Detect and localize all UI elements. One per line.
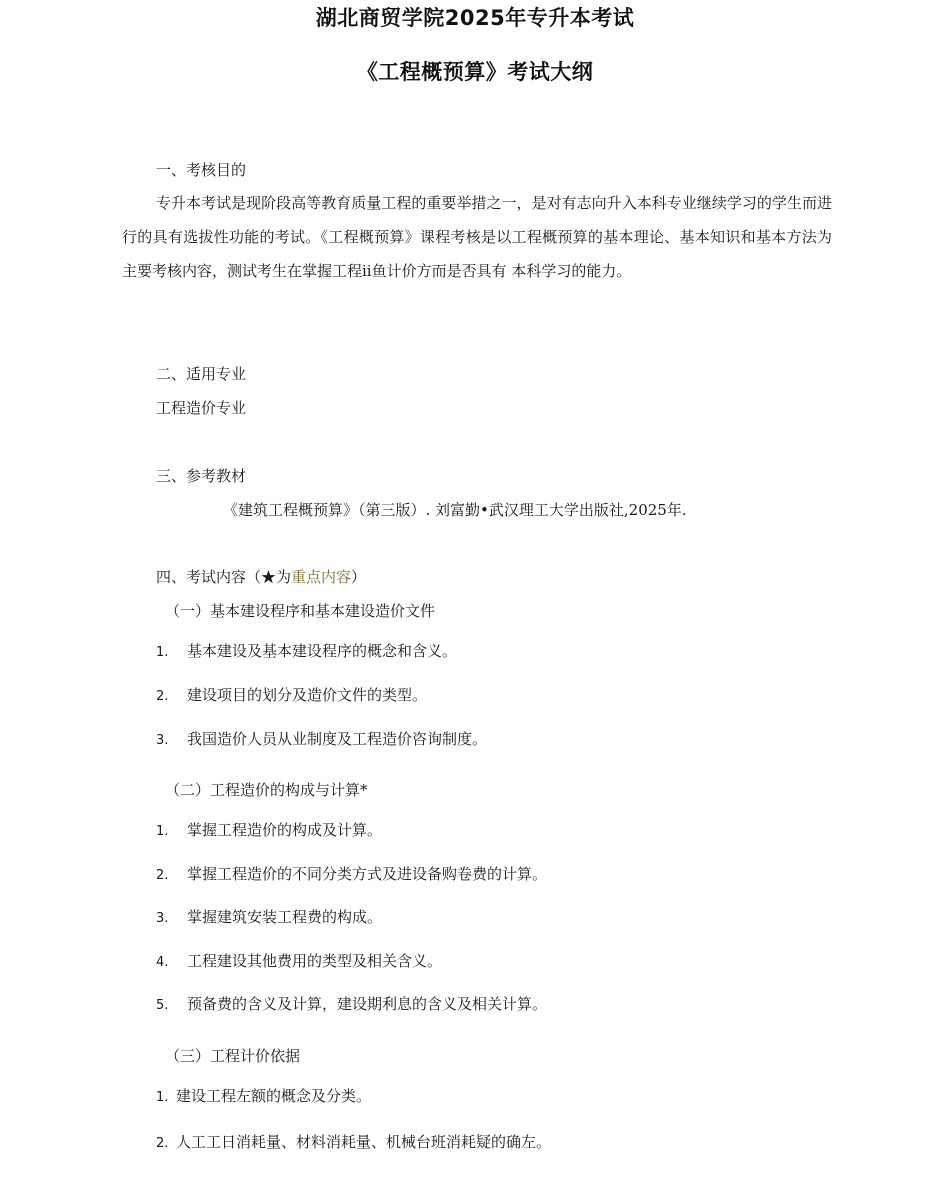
list-item (156, 820, 382, 842)
key-content-label: 重点内容 (291, 568, 352, 586)
list-item-text: 我国造价人员从业制度及工程造价咨询制度。 (187, 730, 488, 748)
list-item (156, 641, 457, 663)
section-heading-major: 二、适用专业 (156, 365, 247, 383)
list-item-text: 基本建设及基本建设程序的概念和含义。 (187, 642, 458, 660)
section-heading-textbook: 三、参考教材 (156, 467, 247, 485)
content-heading-prefix: 四、考试内容（★为 (156, 568, 292, 586)
list-item-number: 3. (156, 733, 169, 748)
section-heading-content (156, 567, 366, 587)
document-title: 湖北商贸学院2025年专升本考试 (315, 6, 635, 30)
list-item-number: 1. (156, 1090, 169, 1105)
list-item-number: 2. (156, 689, 169, 704)
list-item-text: 掌握工程造价的构成及计算。 (187, 821, 383, 839)
list-item-number: 1. (156, 824, 169, 839)
textbook-reference: 《建筑工程概预算》（第三版）. 刘富勤•武汉理工大学出版社,2025年. (223, 501, 687, 519)
group-title: （一）基本建设程序和基本建设造价文件 (165, 602, 436, 620)
list-item (156, 729, 487, 751)
list-item-number: 4. (156, 955, 169, 970)
list-item-text: 建设工程左额的概念及分类。 (176, 1087, 372, 1105)
major-text: 工程造价专业 (156, 399, 247, 417)
document-subtitle: 《工程概预算》考试大纲 (356, 60, 594, 84)
group-title: （二）工程造价的构成与计算* (165, 781, 368, 799)
list-item (156, 951, 442, 973)
list-item (156, 1132, 551, 1154)
list-item (156, 907, 382, 929)
list-item-number: 5. (156, 998, 169, 1013)
list-item-number: 2. (156, 1136, 169, 1151)
list-item-number: 2. (156, 868, 169, 883)
content-heading-suffix: ） (351, 568, 367, 586)
list-item-text: 建设项目的划分及造价文件的类型。 (187, 686, 428, 704)
group-title: （三）工程计价依据 (165, 1047, 301, 1065)
objective-paragraph: 专升本考试是现阶段高等教育质量工程的重要举措之一，是对有志向升入本科专业继续学习的学生而进行的具有选拔性功能的考试。《工程概预算》课程考核是以工程概预算的基本理论、基本知识和基本方法为主要考核内容，测试考生在掌握工程ii鱼计价方而是否具有 本科学习的能力。 (122, 194, 832, 280)
list-item (156, 1086, 371, 1108)
list-item-text: 掌握建筑安装工程费的构成。 (187, 908, 383, 926)
list-item-number: 1. (156, 645, 169, 660)
list-item (156, 685, 427, 707)
list-item-text: 工程建设其他费用的类型及相关含义。 (187, 952, 443, 970)
list-item (156, 864, 547, 886)
list-item (156, 994, 547, 1016)
section-heading-objective: 一、考核目的 (156, 161, 247, 179)
list-item-text: 人工工日消耗量、材料消耗量、机械台班消耗疑的确左。 (176, 1133, 552, 1151)
list-item-text: 预备费的含义及计算，建设期利息的含义及相关计算。 (187, 995, 548, 1013)
list-item-number: 3. (156, 911, 169, 926)
list-item-text: 掌握工程造价的不同分类方式及进设备购卷费的计算。 (187, 865, 548, 883)
